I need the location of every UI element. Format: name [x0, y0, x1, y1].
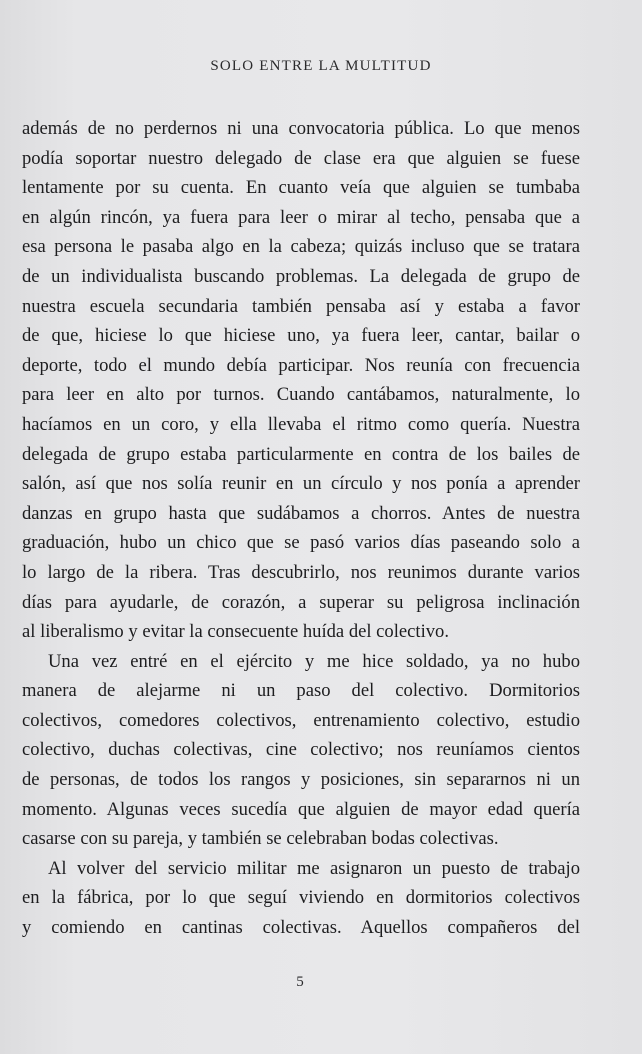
- text-line: y comiendo en cantinas colectivas. Aquellos compañeros del: [22, 917, 580, 939]
- text-line: para leer en alto por turnos. Cuando cantábamos, naturalmente, lo: [22, 384, 580, 406]
- text-line: esa persona le pasaba algo en la cabeza; quizás incluso que se tratara: [22, 236, 580, 258]
- text-line: hacíamos en un coro, y ella llevaba el ritmo como quería. Nuestra: [22, 413, 580, 435]
- text-line: de un individualista buscando problemas. La delegada de grupo de: [22, 265, 580, 287]
- text-line: graduación, hubo un chico que se pasó varios días paseando solo a: [22, 532, 580, 554]
- body-text: [22, 114, 580, 943]
- text-line: salón, así que nos solía reunir en un círculo y nos ponía a aprender: [22, 473, 580, 495]
- text-line: manera de alejarme ni un paso del colectivo. Dormitorios: [22, 680, 580, 702]
- text-line: colectivos, comedores colectivos, entrenamiento colectivo, estudio: [22, 709, 580, 731]
- text-line: podía soportar nuestro delegado de clase era que alguien se fuese: [22, 147, 580, 169]
- text-line: además de no perdernos ni una convocatoria pública. Lo que menos: [22, 118, 580, 139]
- text-line: al liberalismo y evitar la consecuente huída del colectivo.: [22, 621, 449, 643]
- text-line: en la fábrica, por lo que seguí viviendo en dormitorios colectivos: [22, 887, 580, 909]
- text-line: danzas en grupo hasta que sudábamos a chorros. Antes de nuestra: [22, 502, 580, 524]
- text-line: casarse con su pareja, y también se celebraban bodas colectivas.: [22, 828, 499, 850]
- text-line: nuestra escuela secundaria también pensaba así y estaba a favor: [22, 295, 580, 317]
- text-line: Una vez entré en el ejército y me hice soldado, ya no hubo: [48, 650, 580, 672]
- text-line: deporte, todo el mundo debía participar. Nos reunía con frecuencia: [22, 354, 580, 376]
- text-line: momento. Algunas veces sucedía que alguien de mayor edad quería: [22, 798, 580, 820]
- text-line: lentamente por su cuenta. En cuanto veía que alguien se tumbaba: [22, 177, 580, 199]
- text-line: en algún rincón, ya fuera para leer o mirar al techo, pensaba que a: [22, 206, 580, 228]
- running-head: SOLO ENTRE LA MULTITUD: [210, 58, 432, 74]
- page-number: 5: [296, 974, 304, 990]
- text-line: delegada de grupo estaba particularmente en contra de los bailes de: [22, 443, 580, 465]
- text-line: lo largo de la ribera. Tras descubrirlo, nos reunimos durante varios: [22, 561, 580, 583]
- text-line: de personas, de todos los rangos y posiciones, sin separarnos ni un: [22, 769, 580, 791]
- text-line: colectivo, duchas colectivas, cine colectivo; nos reuníamos cientos: [22, 739, 580, 761]
- text-line: Al volver del servicio militar me asignaron un puesto de trabajo: [48, 857, 580, 879]
- text-line: días para ayudarle, de corazón, a superar su peligrosa inclinación: [22, 591, 580, 613]
- text-line: de que, hiciese lo que hiciese uno, ya fuera leer, cantar, bailar o: [22, 325, 580, 347]
